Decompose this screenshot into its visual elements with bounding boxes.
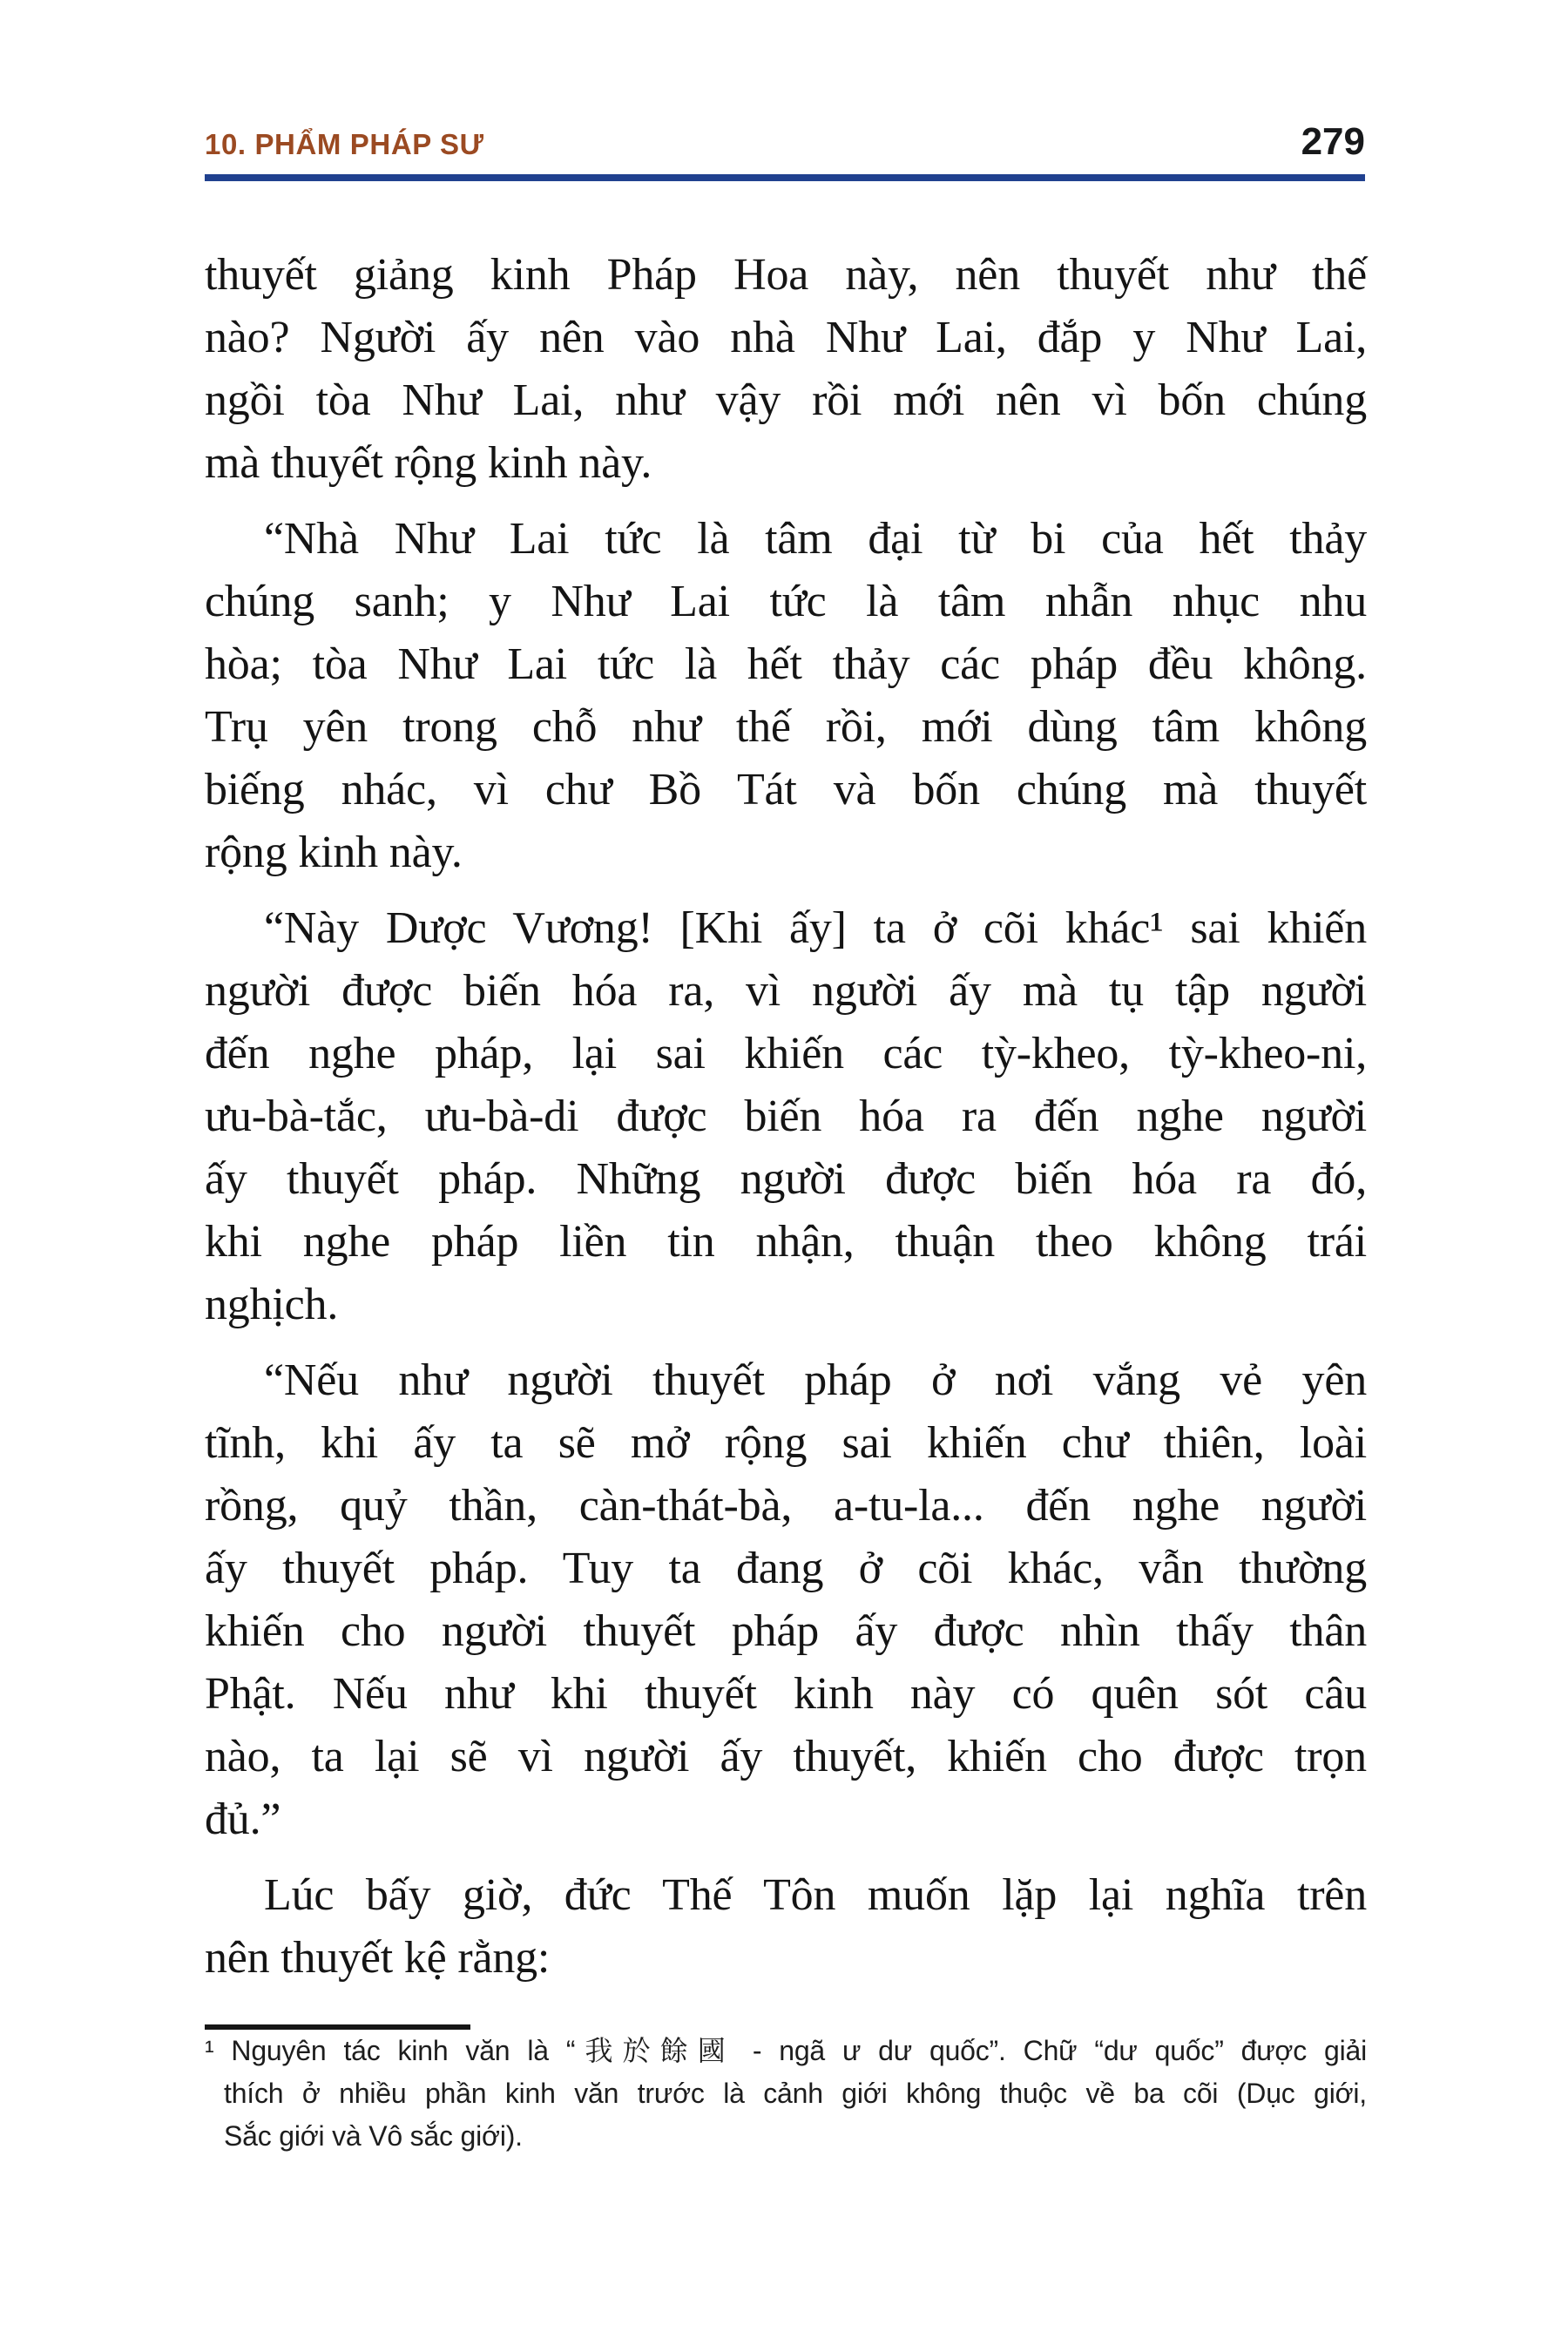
body-text-line: mà thuyết rộng kinh này.: [205, 438, 652, 488]
body-text-line: nên thuyết kệ rằng:: [205, 1933, 551, 1983]
body-text-line: biếng nhác, vì chư Bồ Tát và bốn chúng mà thuyết: [205, 765, 1367, 814]
body-text-line: Phật. Nếu như khi thuyết kinh này có quên sót câu: [205, 1669, 1367, 1719]
body-text-line: nào? Người ấy nên vào nhà Như Lai, đắp y Như Lai,: [205, 313, 1367, 362]
paragraph: [205, 897, 1367, 1336]
page-header: [205, 120, 1365, 163]
body-text-line: ngồi tòa Như Lai, như vậy rồi mới nên vì bốn chúng: [205, 375, 1367, 425]
body-text-line: rộng kinh này.: [205, 828, 463, 877]
footnote: [205, 2030, 1367, 2158]
body-text-line: ưu-bà-tắc, ưu-bà-di được biến hóa ra đến nghe người: [205, 1092, 1367, 1141]
footnote-line: Sắc giới và Vô sắc giới).: [224, 2120, 523, 2152]
body-text: [205, 244, 1367, 1990]
body-text-line: nào, ta lại sẽ vì người ấy thuyết, khiến cho được trọn: [205, 1732, 1367, 1781]
body-text-line: người được biến hóa ra, vì người ấy mà tụ tập người: [205, 966, 1367, 1016]
paragraph: [205, 508, 1367, 884]
footnote-line: ¹ Nguyên tác kinh văn là “我於餘國 - ngã ư dư quốc”. Chữ “dư quốc” được giải: [205, 2035, 1367, 2066]
paragraph: [205, 1349, 1367, 1851]
body-text-line: ấy thuyết pháp. Tuy ta đang ở cõi khác, vẫn thường: [205, 1544, 1367, 1593]
body-text-line: tĩnh, khi ấy ta sẽ mở rộng sai khiến chư thiên, loài: [205, 1418, 1367, 1468]
body-text-line: “Này Dược Vương! [Khi ấy] ta ở cõi khác¹ sai khiến: [264, 903, 1367, 953]
body-text-line: khi nghe pháp liền tin nhận, thuận theo không trái: [205, 1217, 1367, 1267]
body-text-line: rồng, quỷ thần, càn-thát-bà, a-tu-la... đến nghe người: [205, 1481, 1367, 1531]
body-text-line: ấy thuyết pháp. Những người được biến hóa ra đó,: [205, 1154, 1367, 1204]
chapter-title: 10. PHẨM PHÁP SƯ: [205, 128, 484, 160]
body-text-line: khiến cho người thuyết pháp ấy được nhìn thấy thân: [205, 1606, 1367, 1656]
body-text-line: Lúc bấy giờ, đức Thế Tôn muốn lặp lại nghĩa trên: [264, 1870, 1367, 1920]
page-number: 279: [1301, 120, 1365, 163]
body-text-line: “Nhà Như Lai tức là tâm đại từ bi của hết thảy: [264, 514, 1367, 564]
body-text-line: đến nghe pháp, lại sai khiến các tỳ-kheo, tỳ-kheo-ni,: [205, 1029, 1367, 1078]
header-rule: [205, 174, 1365, 181]
body-text-line: thuyết giảng kinh Pháp Hoa này, nên thuyết như thế: [205, 250, 1367, 300]
body-text-line: chúng sanh; y Như Lai tức là tâm nhẫn nhục nhu: [205, 577, 1367, 626]
body-text-line: Trụ yên trong chỗ như thế rồi, mới dùng tâm không: [205, 702, 1367, 752]
body-text-line: hòa; tòa Như Lai tức là hết thảy các pháp đều không.: [205, 639, 1367, 689]
paragraph: [205, 1864, 1367, 1990]
footnote-line: thích ở nhiều phần kinh văn trước là cảnh giới không thuộc về ba cõi (Dục giới,: [224, 2078, 1367, 2109]
body-text-line: “Nếu như người thuyết pháp ở nơi vắng vẻ yên: [264, 1355, 1367, 1405]
paragraph: [205, 244, 1367, 495]
body-text-line: nghịch.: [205, 1280, 339, 1329]
body-text-line: đủ.”: [205, 1794, 281, 1844]
